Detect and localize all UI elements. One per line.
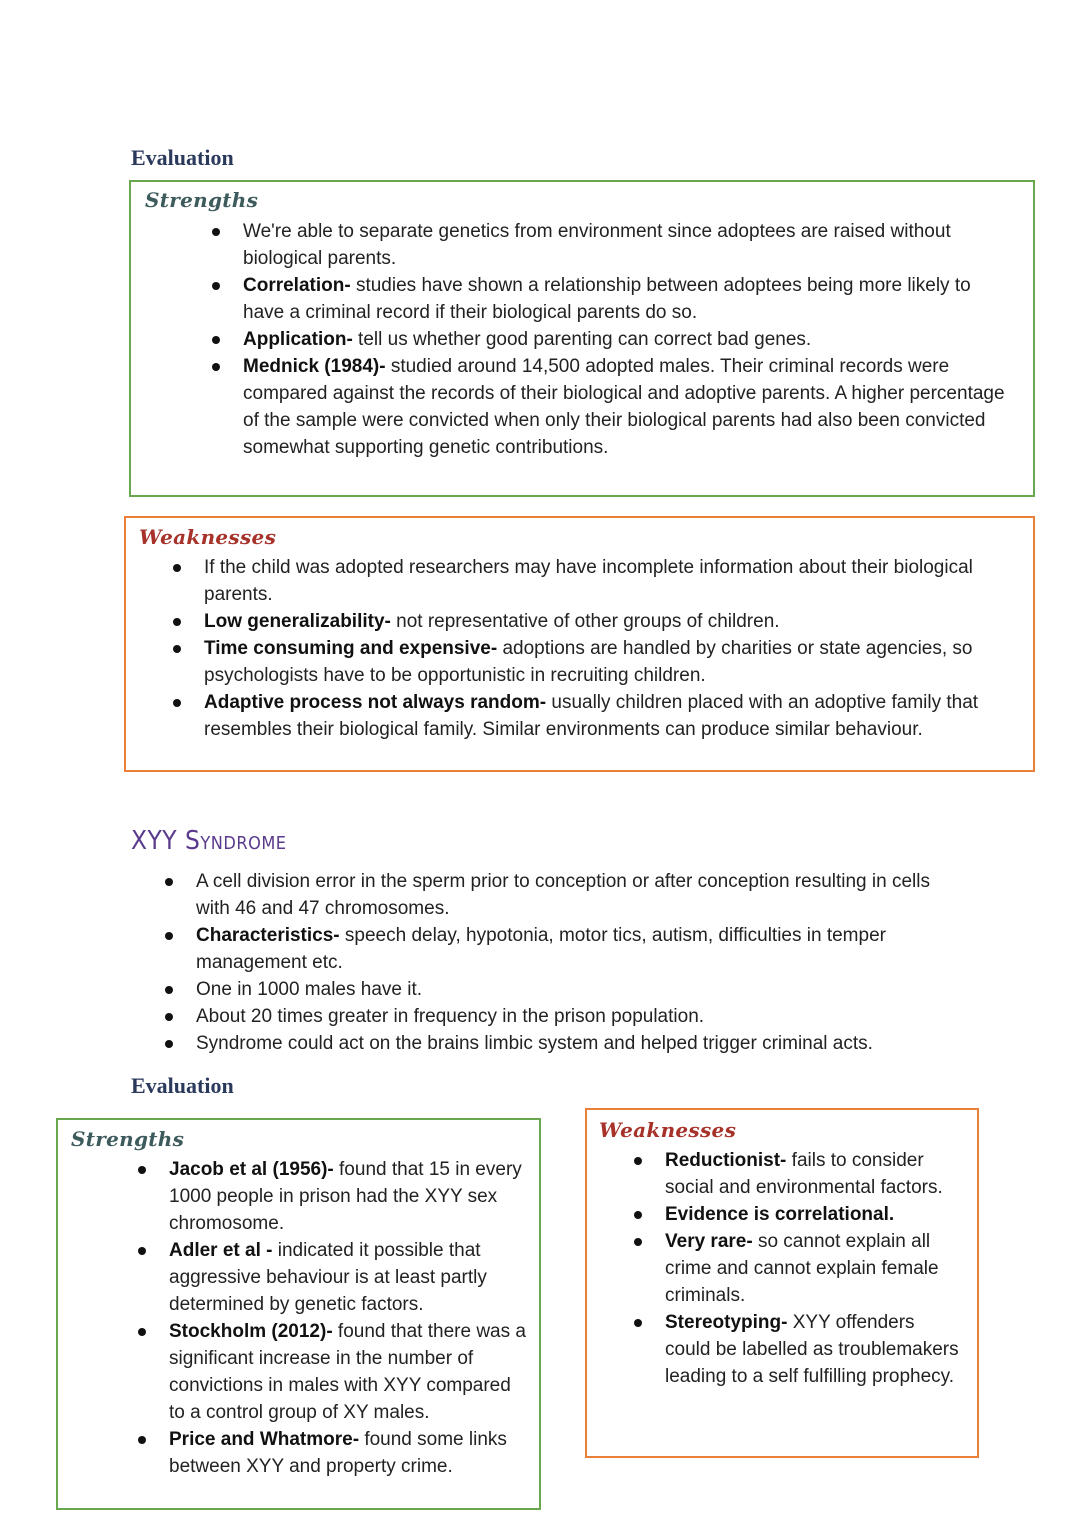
list-item [196,976,956,1003]
bullet-bold-text: Stereotyping- [665,1312,788,1333]
bullet-text: usually children placed with an adoptive family that resembles their biological family. Similar environments can produce similar behaviour. [204,692,979,740]
list-item [243,272,1013,326]
list-item [665,1228,965,1309]
bullet-bold-text: Price and Whatmore- [169,1429,360,1450]
adoption-weaknesses-list [204,554,1026,743]
bullet-icon [634,1211,642,1219]
bullet-icon [165,932,173,940]
bullet-icon [212,363,220,371]
bullet-icon [173,564,181,572]
bullet-icon [173,618,181,626]
bullet-bold-text: Reductionist- [665,1150,787,1171]
bullet-bold-text: Correlation- [243,275,351,296]
bullet-text: We're able to separate genetics from environment since adoptees are raised without biological parents. [243,221,951,269]
bullet-icon [165,1013,173,1021]
bullet-text: tell us whether good parenting can correct bad genes. [352,329,812,350]
bullet-text: fails to consider social and environmental factors. [665,1150,943,1198]
bullet-bold-text: Time consuming and expensive- [204,638,498,659]
adoption-weaknesses-title: Weaknesses [139,525,277,549]
list-item [204,608,1026,635]
bullet-text: studied around 14,500 adopted males. Their criminal records were compared against the records of their biological and adoptive parents. A higher percentage of the sample were convicted when only their biological parents had also been convicted somewhat supporting genetic contributions. [243,356,1005,458]
bullet-icon [138,1247,146,1255]
bullet-icon [634,1157,642,1165]
bullet-icon [212,336,220,344]
bullet-text: not representative of other groups of children. [390,611,780,632]
bullet-icon [138,1166,146,1174]
xyy-strengths-title: Strengths [71,1127,185,1151]
bullet-text: speech delay, hypotonia, motor tics, autism, difficulties in temper management etc. [196,925,886,973]
list-item [243,218,1013,272]
list-item [169,1318,531,1426]
list-item [243,326,1013,353]
bullet-text: found that there was a significant increase in the number of convictions in males with XYY compared to a control group of XY males. [169,1321,526,1423]
bullet-icon [138,1328,146,1336]
bullet-bold-text: Evidence is correlational. [665,1204,895,1225]
xyy-points-list [196,868,956,1057]
bullet-bold-text: Adaptive process not always random- [204,692,547,713]
bullet-text: adoptions are handled by charities or state agencies, so psychologists have to be opportunistic in recruiting children. [204,638,973,686]
xyy-strengths-list [169,1156,531,1480]
xyy-weaknesses-title: Weaknesses [599,1118,737,1142]
bullet-icon [212,282,220,290]
bullet-icon [173,645,181,653]
bullet-bold-text: Adler et al - [169,1240,273,1261]
list-item [196,868,956,922]
bullet-text: found some links between XYY and property crime. [169,1429,507,1477]
bullet-text: A cell division error in the sperm prior to conception or after conception resulting in cells with 46 and 47 chromosomes. [196,871,930,919]
list-item [169,1156,531,1237]
xyy-weaknesses-list [665,1147,965,1390]
list-item [204,554,1026,608]
adoption-strengths-title: Strengths [145,188,259,212]
list-item [204,635,1026,689]
bullet-bold-text: Characteristics- [196,925,340,946]
adoption-strengths-list [243,218,1013,461]
list-item [204,689,1026,743]
bullet-text: found that 15 in every 1000 people in prison had the XYY sex chromosome. [169,1159,522,1234]
bullet-bold-text: Application- [243,329,353,350]
list-item [196,1030,956,1057]
bullet-icon [212,228,220,236]
bullet-icon [165,1040,173,1048]
bullet-text: studies have shown a relationship between adoptees being more likely to have a criminal record if their biological parents do so. [243,275,971,323]
list-item [665,1201,965,1228]
list-item [169,1426,531,1480]
bullet-text: About 20 times greater in frequency in the prison population. [196,1006,705,1027]
bullet-bold-text: Jacob et al (1956)- [169,1159,334,1180]
bullet-text: so cannot explain all crime and cannot explain female criminals. [665,1231,939,1306]
list-item [243,353,1013,461]
bullet-icon [165,878,173,886]
list-item [665,1309,965,1390]
bullet-text: indicated it possible that aggressive behaviour is at least partly determined by genetic factors. [169,1240,487,1315]
bullet-icon [138,1436,146,1444]
bullet-icon [173,699,181,707]
bullet-bold-text: Very rare- [665,1231,753,1252]
list-item [196,922,956,976]
bullet-text: Syndrome could act on the brains limbic system and helped trigger criminal acts. [196,1033,873,1054]
bullet-icon [634,1238,642,1246]
xyy-syndrome-title: XYY Syndrome [131,826,287,856]
evaluation-heading: Evaluation [131,145,234,170]
bullet-text: XYY offenders could be labelled as troublemakers leading to a self fulfilling prophecy. [665,1312,959,1387]
xyy-evaluation-heading: Evaluation [131,1073,234,1098]
bullet-icon [165,986,173,994]
list-item [665,1147,965,1201]
list-item [169,1237,531,1318]
bullet-text: If the child was adopted researchers may have incomplete information about their biological parents. [204,557,973,605]
bullet-text: One in 1000 males have it. [196,979,423,1000]
bullet-bold-text: Stockholm (2012)- [169,1321,333,1342]
list-item [196,1003,956,1030]
bullet-bold-text: Low generalizability- [204,611,391,632]
bullet-bold-text: Mednick (1984)- [243,356,386,377]
bullet-icon [634,1319,642,1327]
